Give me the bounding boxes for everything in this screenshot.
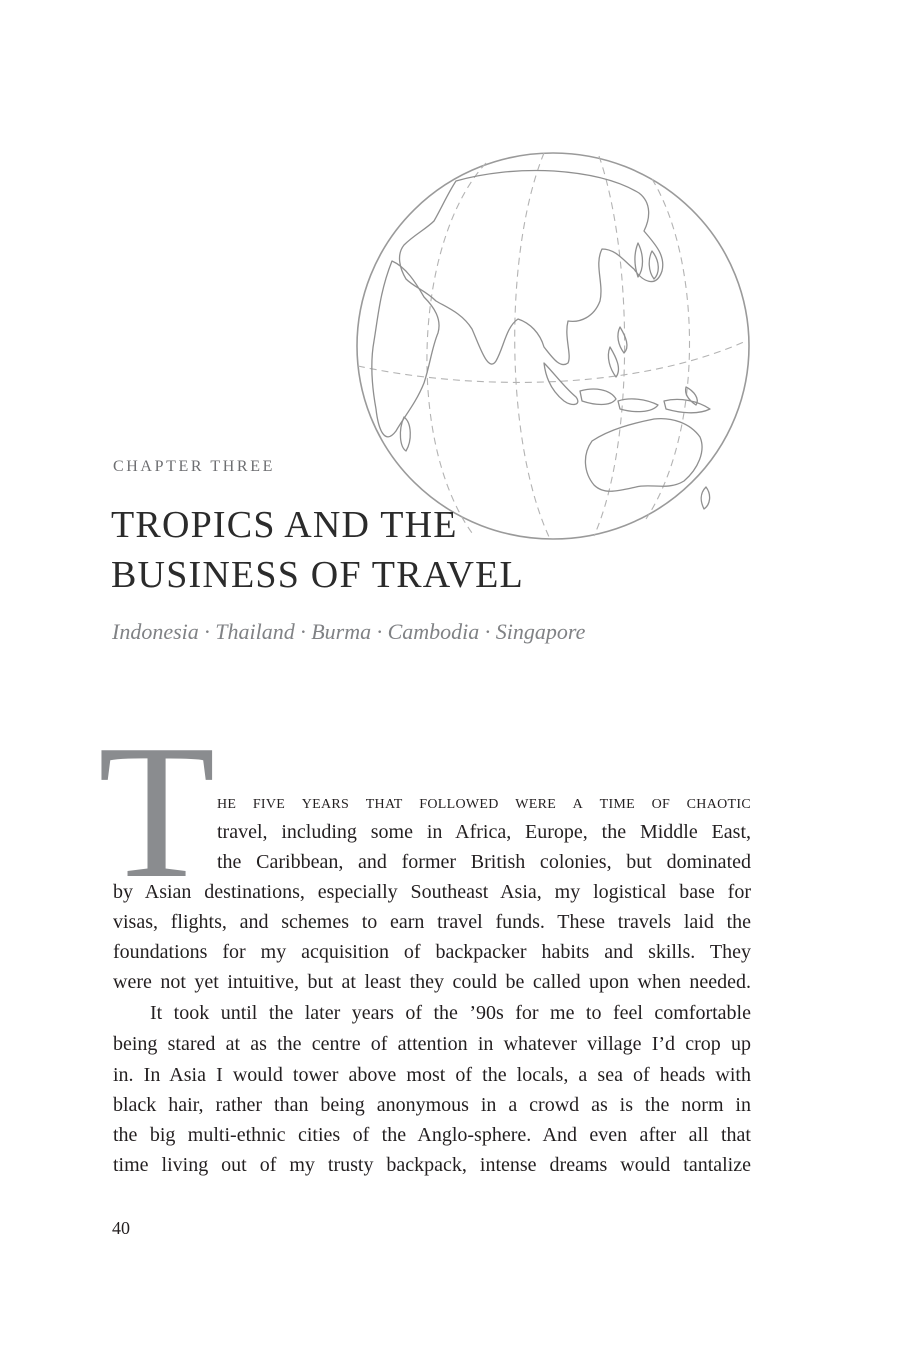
body-text-line: in. In Asia I would tower above most of the locals, a sea of heads with (113, 1064, 751, 1086)
chapter-label: CHAPTER THREE (113, 458, 275, 475)
body-text-line: travel, including some in Africa, Europe, the Middle East, (217, 821, 751, 843)
body-text-line: he five years that followed were a time of chaotic (217, 791, 751, 813)
chapter-title-line: BUSINESS OF TRAVEL (111, 554, 524, 596)
body-text-line: the big multi-ethnic cities of the Anglo-sphere. And even after all that (113, 1124, 751, 1146)
drop-cap: T (98, 705, 216, 918)
body-text-line: by Asian destinations, especially Southeast Asia, my logistical base for (113, 881, 751, 903)
chapter-title-line: TROPICS AND THE (111, 504, 458, 546)
body-text-line: the Caribbean, and former British colonies, but dominated (217, 851, 751, 873)
body-text-line: visas, flights, and schemes to earn travel funds. These travels laid the (113, 911, 751, 933)
chapter-title (111, 500, 524, 600)
body-text-line: time living out of my trusty backpack, intense dreams would tantalize (113, 1154, 751, 1176)
chapter-places-subtitle: Indonesia · Thailand · Burma · Cambodia · Singapore (112, 619, 586, 644)
body-text-line: being stared at as the centre of attention in whatever village I’d crop up (113, 1033, 751, 1055)
body-text-line: were not yet intuitive, but at least they could be called upon when needed. (113, 971, 751, 993)
body-text-line: foundations for my acquisition of backpacker habits and skills. They (113, 941, 751, 963)
page-number: 40 (112, 1218, 130, 1238)
globe-illustration-icon (354, 151, 752, 545)
body-text-line: black hair, rather than being anonymous in a crowd as is the norm in (113, 1094, 751, 1116)
body-text-line: It took until the later years of the ’90s for me to feel comfortable (150, 1002, 751, 1024)
